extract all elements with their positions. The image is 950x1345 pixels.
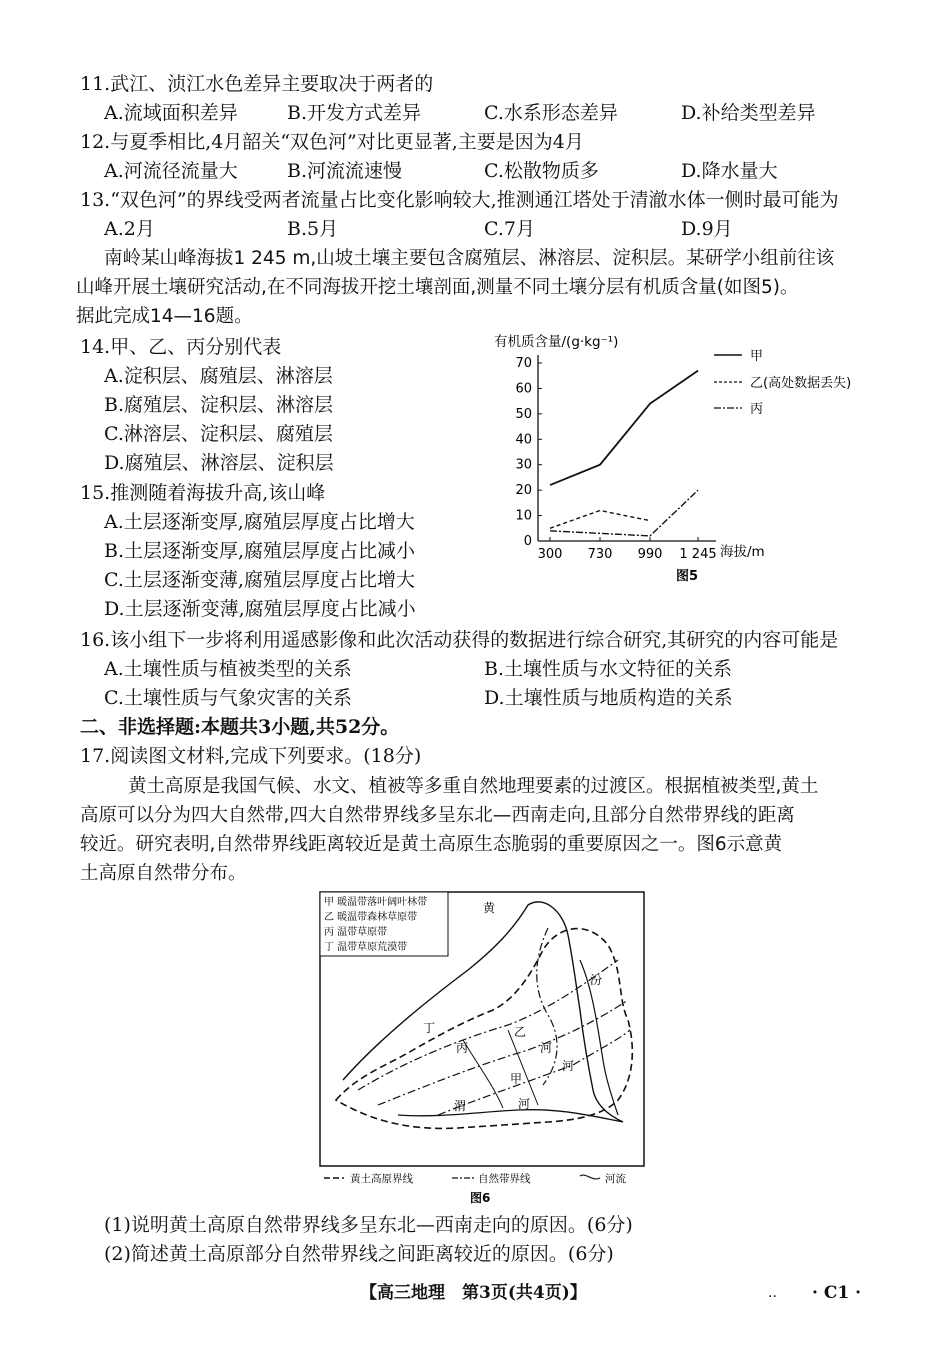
figure-6-map xyxy=(318,890,648,1208)
chart-y-tick-label: 40 xyxy=(515,432,532,448)
q15-option-d: D.土层逐渐变薄,腐殖层厚度占比减小 xyxy=(104,598,416,620)
chart-y-tick-label: 70 xyxy=(515,356,532,371)
map-label-he-1: 河 xyxy=(562,1059,575,1073)
map-legend-ding: 丁 温带草原荒漠带 xyxy=(324,942,408,953)
q17-para-1: 黄土高原是我国气候、水文、植被等多重自然地理要素的过渡区。根据植被类型,黄土 xyxy=(128,776,819,797)
q11-stem: 11.武江、浈江水色差异主要取决于两者的 xyxy=(80,73,434,95)
q17-sub-2: (2)简述黄土高原部分自然带界线之间距离较近的原因。(6分) xyxy=(104,1243,614,1265)
q11-option-c: C.水系形态差异 xyxy=(484,102,618,124)
q15-option-c: C.土层逐渐变薄,腐殖层厚度占比增大 xyxy=(104,569,415,591)
chart-x-tick-label: 990 xyxy=(637,547,663,562)
chart-x-label: 海拔/m xyxy=(720,544,765,560)
legend-yi-label: 乙(高处数据丢失) xyxy=(750,376,852,391)
chart-y-tick-label: 0 xyxy=(523,534,532,549)
figure-5-chart xyxy=(480,328,890,590)
q13-option-a: A.2月 xyxy=(104,218,155,240)
q11-option-b: B.开发方式差异 xyxy=(287,102,422,124)
chart-y-tick-label: 60 xyxy=(515,381,532,397)
map-label-ding: 丁 xyxy=(423,1021,436,1035)
map-label-jia: 甲 xyxy=(510,1072,523,1086)
chart-series-line-jia xyxy=(550,371,698,485)
chart-series-line-yi xyxy=(550,510,650,528)
chart-y-label: 有机质含量/(g·kg⁻¹) xyxy=(494,334,619,350)
map-legend-yi: 乙 暖温带森林草原带 xyxy=(324,912,418,923)
q12-option-d: D.降水量大 xyxy=(681,160,778,182)
map-legend-bing: 丙 温带草原带 xyxy=(324,927,388,938)
map-label-fen: 汾 xyxy=(590,973,603,987)
legend-plateau-boundary-label: 黄土高原界线 xyxy=(350,1173,413,1185)
q12-option-a: A.河流径流量大 xyxy=(104,160,238,182)
q17-para-4: 土高原自然带分布。 xyxy=(80,863,247,884)
map-title: 图6 xyxy=(470,1191,491,1205)
intro-line-1: 南岭某山峰海拔1 245 m,山坡土壤主要包含腐殖层、淋溶层、淀积层。某研学小组前往该 xyxy=(104,248,835,269)
q14-option-b: B.腐殖层、淀积层、淋溶层 xyxy=(104,394,334,416)
q14-option-c: C.淋溶层、淀积层、腐殖层 xyxy=(104,423,333,445)
q11-option-a: A.流域面积差异 xyxy=(104,102,238,124)
q16-stem: 16.该小组下一步将利用遥感影像和此次活动获得的数据进行综合研究,其研究的内容可能是 xyxy=(80,629,839,651)
chart-y-tick-label: 30 xyxy=(515,457,532,473)
q17-para-3: 较近。研究表明,自然带界线距离较近是黄土高原生态脆弱的重要原因之一。图6示意黄 xyxy=(80,834,783,855)
chart-series-line-bing xyxy=(550,490,698,536)
intro-line-3: 据此完成14—16题。 xyxy=(76,306,253,327)
q16-option-a: A.土壤性质与植被类型的关系 xyxy=(104,658,352,680)
chart-y-tick-label: 20 xyxy=(515,483,532,499)
map-label-he-2: 河 xyxy=(540,1041,553,1055)
q15-option-a: A.土层逐渐变厚,腐殖层厚度占比增大 xyxy=(104,511,415,533)
chart-title: 图5 xyxy=(676,569,699,584)
q16-option-b: B.土壤性质与水文特征的关系 xyxy=(484,658,733,680)
q13-option-c: C.7月 xyxy=(484,218,535,240)
legend-zone-boundary-label: 自然带界线 xyxy=(478,1173,531,1185)
q16-option-c: C.土壤性质与气象灾害的关系 xyxy=(104,687,352,709)
q12-option-c: C.松散物质多 xyxy=(484,160,599,182)
q15-option-b: B.土层逐渐变厚,腐殖层厚度占比减小 xyxy=(104,540,416,562)
q12-option-b: B.河流流速慢 xyxy=(287,160,403,182)
q13-option-b: B.5月 xyxy=(287,218,339,240)
map-label-bing: 丙 xyxy=(456,1041,469,1055)
chart-y-tick-label: 50 xyxy=(515,406,532,422)
map-label-wei: 渭 xyxy=(454,1099,467,1113)
q14-option-a: A.淀积层、腐殖层、淋溶层 xyxy=(104,365,333,387)
map-label-huang: 黄 xyxy=(483,901,496,915)
q17-stem: 17.阅读图文材料,完成下列要求。(18分) xyxy=(80,745,422,767)
footer-code: · C1 · xyxy=(812,1283,862,1303)
chart-y-tick-label: 10 xyxy=(515,508,532,524)
chart-x-tick-label: 730 xyxy=(587,547,613,562)
q12-stem: 12.与夏季相比,4月韶关“双色河”对比更显著,主要是因为4月 xyxy=(80,131,584,153)
q16-option-d: D.土壤性质与地质构造的关系 xyxy=(484,687,733,709)
q17-para-2: 高原可以分为四大自然带,四大自然带界线多呈东北—西南走向,且部分自然带界线的距离 xyxy=(80,805,795,826)
legend-river-swatch xyxy=(580,1175,600,1179)
q11-option-d: D.补给类型差异 xyxy=(681,102,816,124)
chart-x-tick-label: 1 245 xyxy=(679,547,717,562)
map-label-he-3: 河 xyxy=(518,1097,531,1111)
intro-line-2: 山峰开展土壤研究活动,在不同海拔开挖土壤剖面,测量不同土壤分层有机质含量(如图5)。 xyxy=(76,277,799,298)
chart-x-tick-label: 300 xyxy=(537,547,563,562)
footer-page-info: 【高三地理 第3页(共4页)】 xyxy=(360,1283,587,1303)
q17-sub-1: (1)说明黄土高原自然带界线多呈东北—西南走向的原因。(6分) xyxy=(104,1214,633,1236)
q14-option-d: D.腐殖层、淋溶层、淀积层 xyxy=(104,452,334,474)
q13-stem: 13.“双色河”的界线受两者流量占比变化影响较大,推测通江塔处于清澈水体一侧时最可能为 xyxy=(80,189,839,211)
legend-jia-label: 甲 xyxy=(750,349,764,364)
map-legend-jia: 甲 暖温带落叶阔叶林带 xyxy=(324,897,428,908)
q14-stem: 14.甲、乙、丙分别代表 xyxy=(80,336,282,358)
section-2-heading: 二、非选择题:本题共3小题,共52分。 xyxy=(80,716,400,738)
map-label-yi: 乙 xyxy=(514,1025,527,1039)
q13-option-d: D.9月 xyxy=(681,218,733,240)
legend-river-label: 河流 xyxy=(605,1173,626,1185)
legend-bing-label: 丙 xyxy=(750,402,764,417)
q15-stem: 15.推测随着海拔升高,该山峰 xyxy=(80,482,326,504)
footer-dots: .. xyxy=(768,1285,777,1301)
